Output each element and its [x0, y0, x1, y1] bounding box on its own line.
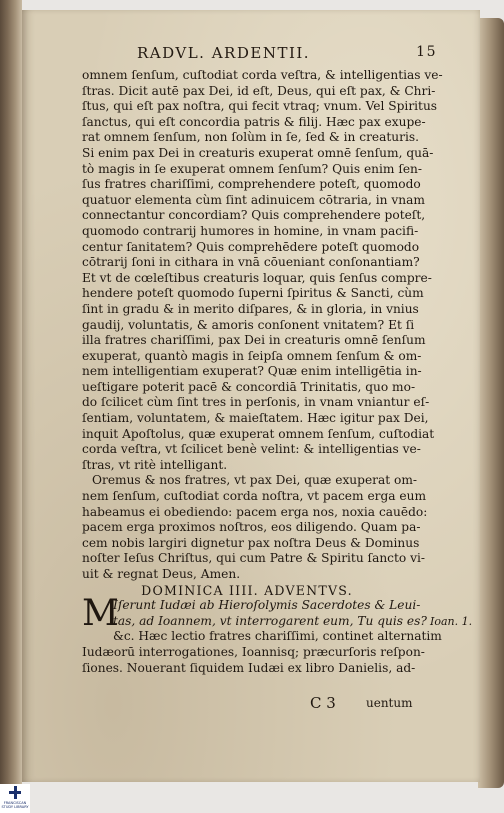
text-line: ſtus, qui eſt pax noſtra, qui fecit vtraq; vnum. Vel Spiritus	[82, 99, 438, 114]
text-line: quomodo contrarij humores in homine, in vnam pacifi-	[82, 223, 419, 238]
text-line: pacem erga proximos noſtros, eos diligendo. Quam pa-	[82, 520, 421, 535]
text-line: connectantur concordiam? Quis comprehendere poteſt,	[82, 208, 426, 223]
signature-mark: C 3	[310, 694, 336, 712]
text-line: Oremus & nos fratres, vt pax Dei, quæ exuperat om-	[92, 473, 418, 488]
text-line: corda veſtra, vt ſcilicet benè velint: & intelligentias ve-	[82, 442, 421, 457]
text-line: tò magis in ſe exuperat omnem ſenſum? Quis enim ſen-	[82, 161, 423, 176]
text-line: cem nobis largiri dignetur pax noſtra Deus & Dominus	[82, 535, 420, 550]
text-line: quatuor elementa cùm ſint adinuicem cōtraria, in vnam	[82, 192, 425, 207]
text-line: ſint in gradu & in merito diſpares, & in gloria, in vnius	[82, 301, 419, 316]
text-line: rat omnem ſenſum, non ſolùm in ſe, ſed & in creaturis.	[82, 130, 419, 145]
drop-capital: M	[82, 593, 119, 635]
text-line: ſentiam, voluntatem, & maieſtatem. Hæc igitur pax Dei,	[82, 411, 429, 426]
text-line: ueſtigare poterit pacē & concordiā Trinitatis, quo mo-	[82, 379, 416, 394]
text-line: gaudij, voluntatis, & amoris conſonent vnitatem? Et ſi	[82, 317, 415, 332]
text-line: &c. Hæc lectio fratres chariſſimi, continet alternatim	[113, 629, 442, 644]
text-line: inquit Apoſtolus, quæ exuperat omnem ſenſum, cuſtodiat	[82, 426, 435, 441]
text-line: Iudæorū interrogationes, Ioannisq; præcurſoris reſpon-	[82, 644, 425, 659]
text-line: habeamus ei obediendo: pacem erga nos, noxia cauēdo:	[82, 504, 428, 519]
text-line: noſter Ieſus Chriſtus, qui cum Patre & Spiritu ſancto vi-	[82, 551, 426, 566]
text-line: Iſerunt Iudæi ab Hieroſolymis Sacerdotes & Leui-	[113, 598, 421, 613]
text-line: ſtras. Dicit autē pax Dei, id eſt, Deus, qui eſt pax, & Chri-	[82, 83, 436, 98]
text-line: omnem ſenſum, cuſtodiat corda veſtra, & intelligentias ve-	[82, 68, 443, 82]
text-line: ſanctus, qui eſt concordia patris & filij. Hæc pax exupe-	[82, 114, 426, 129]
book-spine-left	[0, 0, 22, 813]
library-logo-text: FRANCISCAN STUDY LIBRARY	[1, 801, 29, 809]
running-header	[137, 44, 437, 66]
book-page	[22, 10, 480, 782]
text-line: centur ſanitatem? Quis comprehēdere poteſt quomodo	[82, 239, 420, 254]
paragraph-gospel	[82, 593, 442, 676]
text-line: cōtrarij ſoni in cithara in vnā cōueniant conſonantiam?	[82, 255, 420, 270]
catchword: uentum	[366, 696, 413, 710]
text-line: hendere poteſt quomodo ſuperni ſpiritus & Sancti, cùm	[82, 286, 424, 301]
text-line: Si enim pax Dei in creaturis exuperat omnē ſenſum, quā-	[82, 145, 434, 160]
text-line: ſiones. Nouerant ſiquidem Iudæi ex libro Danielis, ad-	[82, 660, 416, 675]
text-line: nem intelligentiam exuperat? Quæ enim intelligētia in-	[82, 364, 422, 379]
text-line: Et vt de cœleſtibus creaturis loquar, quis ſenſus compre-	[82, 270, 432, 285]
book-fore-edge	[478, 18, 504, 788]
paragraph-prayer	[82, 473, 428, 582]
text-line: ſtras, vt ritè intelligant.	[82, 457, 228, 472]
text-line: do ſcilicet cùm ſint tres in perſonis, in vnam vniantur eſ-	[82, 395, 430, 410]
marginal-note: Ioan. 1.	[430, 615, 473, 628]
text-line: uit & regnat Deus, Amen.	[82, 567, 241, 581]
text-line: ſus fratres chariſſimi, comprehendere poteſt, quomodo	[82, 177, 421, 192]
text-line: illa fratres chariſſimi, pax Dei in creaturis omnē ſenſum	[82, 333, 426, 348]
paragraph-apostle	[82, 68, 443, 473]
section-title: DOMINICA IIII. ADVENTVS.	[141, 582, 353, 598]
text-line: tas, ad Ioannem, vt interrogarent eum, Tu quis es?	[113, 613, 427, 628]
text-block	[82, 68, 443, 676]
text-line: exuperat, quantò magis in ſeipſa omnem ſenſum & om-	[82, 348, 422, 363]
text-line: nem ſenſum, cuſtodiat corda noſtra, vt pacem erga eum	[82, 489, 427, 504]
library-logo	[0, 784, 30, 813]
running-title: RADVL. ARDENTII.	[137, 44, 311, 62]
cross-icon	[9, 786, 21, 799]
folio-number: 15	[416, 44, 437, 60]
